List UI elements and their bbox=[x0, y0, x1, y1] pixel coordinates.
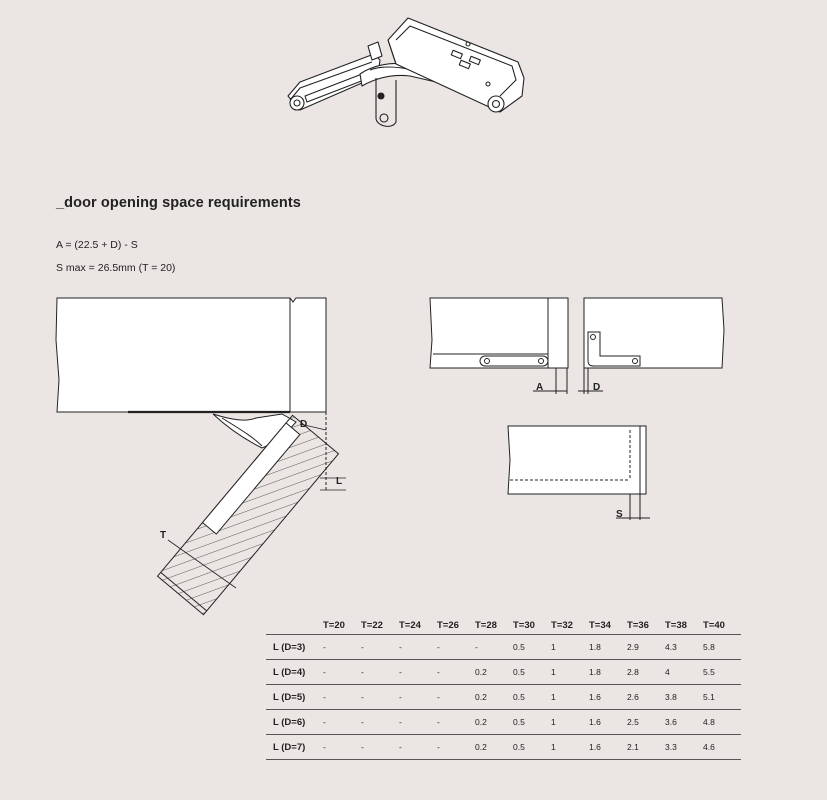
table-cell: - bbox=[437, 735, 475, 760]
table-row bbox=[266, 635, 741, 660]
table-cell: 0.2 bbox=[475, 685, 513, 710]
dimension-d-right-label: D bbox=[593, 382, 601, 393]
table-header-cell: T=40 bbox=[703, 616, 741, 635]
table-header-cell: T=26 bbox=[437, 616, 475, 635]
table-cell: - bbox=[323, 710, 361, 735]
table-cell: 5.1 bbox=[703, 685, 741, 710]
table-cell: 1 bbox=[551, 735, 589, 760]
table-header-cell: T=32 bbox=[551, 616, 589, 635]
dimension-s-label: S bbox=[616, 509, 623, 520]
dimension-l-label: L bbox=[336, 476, 343, 487]
table-cell: 1.6 bbox=[589, 735, 627, 760]
table-header-cell: T=38 bbox=[665, 616, 703, 635]
table-cell: - bbox=[437, 710, 475, 735]
spec-table bbox=[266, 616, 741, 760]
table-cell: 3.8 bbox=[665, 685, 703, 710]
table-cell: - bbox=[361, 735, 399, 760]
row-label: L (D=3) bbox=[266, 635, 323, 660]
table-cell: 1 bbox=[551, 660, 589, 685]
table-cell: - bbox=[399, 635, 437, 660]
table-header-cell: T=34 bbox=[589, 616, 627, 635]
table-cell: - bbox=[399, 735, 437, 760]
table-header-cell: T=30 bbox=[513, 616, 551, 635]
table-row bbox=[266, 685, 741, 710]
table-row bbox=[266, 660, 741, 685]
table-cell: 2.9 bbox=[627, 635, 665, 660]
table-cell: - bbox=[361, 710, 399, 735]
table-cell: - bbox=[437, 635, 475, 660]
formula-a: A = (22.5 + D) - S bbox=[56, 239, 138, 251]
table-header-cell: T=22 bbox=[361, 616, 399, 635]
table-cell: 0.5 bbox=[513, 735, 551, 760]
table-row bbox=[266, 710, 741, 735]
table-cell: 2.8 bbox=[627, 660, 665, 685]
table-cell: 5.8 bbox=[703, 635, 741, 660]
table-cell: 0.5 bbox=[513, 660, 551, 685]
table-cell: 0.5 bbox=[513, 710, 551, 735]
table-cell: 1.6 bbox=[589, 710, 627, 735]
dimension-d-label: D bbox=[300, 419, 308, 430]
table-cell: 4.6 bbox=[703, 735, 741, 760]
table-cell: 3.3 bbox=[665, 735, 703, 760]
row-label: L (D=6) bbox=[266, 710, 323, 735]
table-header-cell: T=20 bbox=[323, 616, 361, 635]
table-cell: - bbox=[399, 660, 437, 685]
table-header-cell: T=24 bbox=[399, 616, 437, 635]
table-cell: 1.6 bbox=[589, 685, 627, 710]
table-cell: - bbox=[399, 710, 437, 735]
row-label: L (D=7) bbox=[266, 735, 323, 760]
table-cell: 1 bbox=[551, 685, 589, 710]
table-cell: - bbox=[437, 685, 475, 710]
dimension-t-label: T bbox=[160, 530, 167, 541]
table-cell: - bbox=[361, 635, 399, 660]
table-cell: - bbox=[361, 660, 399, 685]
table-cell: 4.3 bbox=[665, 635, 703, 660]
table-cell: 1.8 bbox=[589, 635, 627, 660]
table-cell: 0.2 bbox=[475, 660, 513, 685]
table-cell: - bbox=[323, 735, 361, 760]
table-cell: 0.2 bbox=[475, 735, 513, 760]
table-cell: 1 bbox=[551, 635, 589, 660]
table-cell: - bbox=[361, 685, 399, 710]
table-cell: 2.6 bbox=[627, 685, 665, 710]
dimension-a-label: A bbox=[536, 382, 544, 393]
section-title: _door opening space requirements bbox=[56, 195, 301, 211]
table-cell: 2.5 bbox=[627, 710, 665, 735]
table-cell: - bbox=[399, 685, 437, 710]
formula-s-max: S max = 26.5mm (T = 20) bbox=[56, 262, 176, 274]
table-cell: - bbox=[323, 660, 361, 685]
table-row bbox=[266, 735, 741, 760]
table-cell: 4 bbox=[665, 660, 703, 685]
table-cell: 5.5 bbox=[703, 660, 741, 685]
table-cell: 0.2 bbox=[475, 710, 513, 735]
table-header-cell bbox=[266, 616, 323, 635]
row-label: L (D=5) bbox=[266, 685, 323, 710]
table-cell: 0.5 bbox=[513, 685, 551, 710]
table-header-cell: T=36 bbox=[627, 616, 665, 635]
table-cell: - bbox=[437, 660, 475, 685]
table-cell: - bbox=[323, 635, 361, 660]
table-cell: 4.8 bbox=[703, 710, 741, 735]
table-cell: 1 bbox=[551, 710, 589, 735]
table-cell: 1.8 bbox=[589, 660, 627, 685]
table-header-row bbox=[266, 616, 741, 635]
table-cell: 3.6 bbox=[665, 710, 703, 735]
table-cell: - bbox=[323, 685, 361, 710]
table-cell: 0.5 bbox=[513, 635, 551, 660]
table-cell: 2.1 bbox=[627, 735, 665, 760]
table-cell: - bbox=[475, 635, 513, 660]
table-header-cell: T=28 bbox=[475, 616, 513, 635]
row-label: L (D=4) bbox=[266, 660, 323, 685]
